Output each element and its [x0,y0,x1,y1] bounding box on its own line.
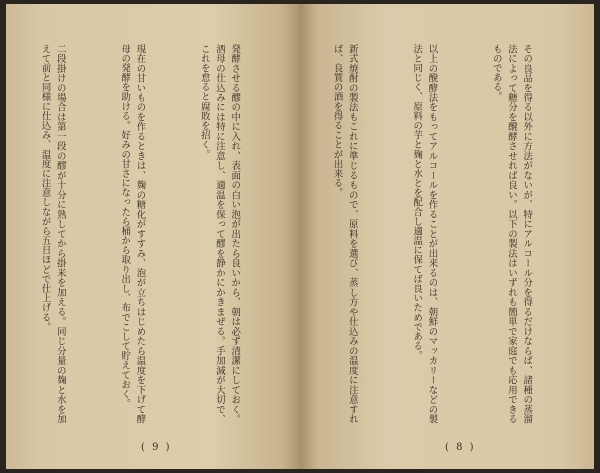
paragraph: 発酵させる醪の中に入れ、表面の白い泡が出たら良いから、朝は必ず清潔にしておく。酒母の仕込みには特に注意し、適温を保って醪を静かにかきまぜる。手加減が大切で、これを怠ると腐敗を招く。 [198,44,241,424]
paragraph: その良品を得る以外に方法がないが、特にアルコール分を得るだけならば、諸種の蒸溜法によって糖分を醗酵させれば良い。以下の製法はいずれも簡単で家庭でも応用できるものである。 [490,44,533,424]
book-spread [6,4,594,469]
paragraph: 現在の甘いものを作るときは、麹の糖化がすすみ、泡が立ちはじめたら温度を下げて酵母の発酵を助ける。好みの甘さになったら桶から取り出し、布でこして貯えておく。 [119,44,146,424]
paragraph: 以上の醗酵法をもってアルコールを作ることが出来るのは、朝鮮のマッカリーなどの製法と同じく、原料の芋と麹と水とを配合し適温に保てば良いためである。 [411,44,438,424]
right-page-text [312,44,574,424]
page-number-right: ( 8 ) [445,442,476,453]
left-page-text [32,44,282,424]
paragraph: 新式焼酎の製法もこれに準じるもので、原料を選び、蒸し方や仕込みの温度に注意すれば、良質の酒を得ることが出来る。 [331,44,358,424]
right-page [300,4,594,469]
left-page [6,4,300,469]
page-number-left: ( 9 ) [141,442,172,453]
paragraph: 二段掛けの場合は第一段の醪が十分に熟してから掛米を加える。同じ分量の麹と水を加えて前と同様に仕込み、温度に注意しながら五日ほどで仕上げる。 [39,44,66,424]
